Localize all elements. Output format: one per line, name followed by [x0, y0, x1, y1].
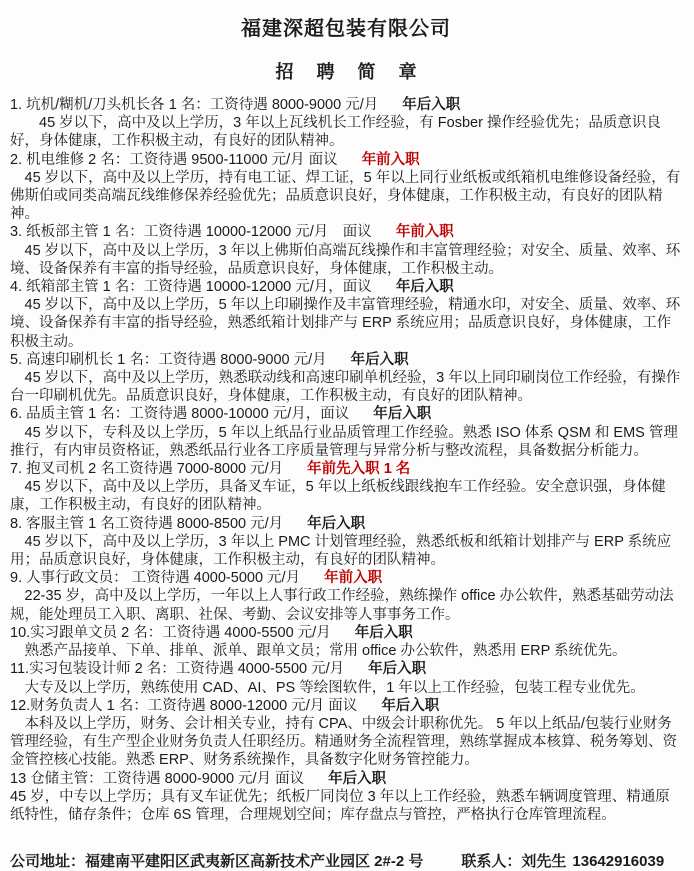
job-status: 年前先入职 1 名 [307, 461, 411, 478]
job-title: 12.财务负责人 1 名：工资待遇 8000-12000 元/月 面议 [10, 697, 358, 714]
job-status: 年后入职 [381, 697, 440, 714]
job-title-line [10, 515, 682, 533]
job-title: 10.实习跟单文员 2 名：工资待遇 4000-5500 元/月 [10, 624, 331, 641]
job-title: 11.实习包装设计师 2 名：工资待遇 4000-5500 元/月 [10, 661, 345, 678]
job-status: 年后入职 [373, 406, 432, 423]
address-label: 公司地址： [10, 853, 86, 871]
job-listing [10, 770, 682, 825]
job-title-line [10, 697, 682, 715]
doc-subtitle: 招 聘 简 章 [275, 62, 426, 82]
job-title: 1. 坑机/糊机/刀头机长各 1 名：工资待遇 8000-9000 元/月 [10, 97, 379, 113]
address-text: 福建南平建阳区武夷新区高新技术产业园区 2#-2 号 [85, 853, 424, 871]
company-title: 福建深超包装有限公司 [241, 18, 451, 40]
job-title-line [10, 223, 682, 241]
job-status: 年前入职 [324, 570, 383, 587]
job-status: 年后入职 [328, 770, 387, 787]
contact-name: 刘先生 [521, 853, 567, 871]
job-title-line [10, 624, 682, 642]
job-title-line [10, 569, 682, 587]
job-listing [10, 460, 682, 515]
job-title-line [10, 660, 682, 678]
job-listing [10, 223, 682, 278]
job-status: 年后入职 [368, 661, 427, 678]
job-listing [10, 405, 682, 460]
job-status: 年后入职 [307, 515, 366, 532]
job-status: 年前入职 [395, 224, 454, 241]
job-title: 6. 品质主管 1 名：工资待遇 8000-10000 元/月，面议 [10, 406, 350, 423]
job-listing [10, 351, 682, 406]
job-description: 45 岁以下，高中及以上学历，熟悉联动线和高速印刷单机经验，3 年以上同印刷岗位工作经验，有操作台一印刷机优先。品质意识良好，身体健康，工作积极主动，有良好的团队精神。 [10, 370, 681, 405]
job-listing [10, 278, 682, 351]
job-status: 年前入职 [361, 151, 420, 168]
job-status: 年后入职 [402, 97, 461, 113]
job-listing [10, 569, 682, 624]
job-listing [10, 660, 682, 696]
job-listing [10, 96, 682, 151]
job-description: 45 岁以下，高中及以上学历，持有电工证、焊工证，5 年以上同行业纸板或纸箱机电维修设备经验，有佛斯伯或同类高端瓦线维修保养经验优先；品质意识良好，身体健康，工作积极主动，有良好的团队精神。 [10, 169, 681, 223]
job-description: 45 岁，中专以上学历；具有叉车证优先；纸板厂同岗位 3 年以上工作经验，熟悉车辆调度管理、精通原纸特性，储存条件；仓库 6S 管理，合理规划空间；库存盘点与管控，严格执行仓库管理流程。 [10, 788, 670, 823]
job-title: 7. 抱叉司机 2 名工资待遇 7000-8000 元/月 [10, 461, 284, 478]
job-listing [10, 624, 682, 660]
job-title-line [10, 460, 682, 478]
job-title-line [10, 96, 682, 114]
job-listing [10, 697, 682, 770]
job-title: 5. 高速印刷机长 1 名：工资待遇 8000-9000 元/月 [10, 351, 327, 368]
job-title: 8. 客服主管 1 名工资待遇 8000-8500 元/月 [10, 515, 284, 532]
job-description: 45 岁以下，专科及以上学历，5 年以上纸品行业品质管理工作经验。熟悉 ISO 体系 QSM 和 EMS 管理推行，有内审员资格证，熟悉纸品行业各工序质量管理与异常分析与整改流程，具备数据分析能力。 [10, 424, 678, 459]
job-title-line [10, 151, 682, 169]
job-title-line [10, 405, 682, 423]
job-title-line [10, 278, 682, 296]
job-description: 45 岁以下，高中及以上学历，3 年以上佛斯伯高端瓦线操作和丰富管理经验；对安全、质量、效率、环境、设备保养有丰富的指导经验，品质意识良好，身体健康，工作积极主动。 [10, 242, 681, 277]
job-description: 22-35 岁，高中及以上学历，一年以上人事行政工作经验，熟练操作 office 办公软件，熟悉基础劳动法规，能处理员工入职、离职、社保、考勤、会议安排等人事事务工作。 [10, 588, 674, 623]
job-title: 2. 机电维修 2 名：工资待遇 9500-11000 元/月 面议 [10, 151, 338, 168]
footer-contact-line [10, 850, 682, 871]
job-status: 年后入职 [395, 279, 454, 296]
job-description: 45 岁以下，高中及以上学历，3 年以上 PMC 计划管理经验，熟悉纸板和纸箱计划排产与 ERP 系统应用；品质意识良好，身体健康，工作积极主动，有良好的团队精神。 [10, 533, 672, 569]
job-title-line [10, 770, 682, 788]
job-title: 4. 纸箱部主管 1 名：工资待遇 10000-12000 元/月，面议 [10, 279, 372, 296]
job-listing [10, 151, 682, 224]
job-status: 年后入职 [350, 351, 409, 368]
contact-label: 联系人： [461, 853, 522, 871]
job-status: 年后入职 [354, 624, 413, 641]
job-title: 9. 人事行政文员： 工资待遇 4000-5000 元/月 [10, 570, 301, 587]
job-description: 本科及以上学历，财务、会计相关专业，持有 CPA、中级会计职称优先。 5 年以上纸品/包装行业财务管理经验，有生产型企业财务负责人任职经历。精通财务全流程管理，熟练掌握成本核算、税务筹划、资金管控核心技能。熟悉 ERP、财务系统操作，具备数字化财务管控能力。 [10, 715, 677, 769]
job-description: 熟悉产品接单、下单、排单、派单、跟单文员；常用 office 办公软件，熟悉用 ERP 系统优先。 [10, 643, 627, 660]
job-listing [10, 515, 682, 570]
job-description: 45 岁以下，高中及以上学历，5 年以上印刷操作及丰富管理经验，精通水印，对安全、质量、效率、环境、设备保养有丰富的指导经验，熟悉纸箱计划排产与 ERP 系统应用；品质意识良好，身体健康，工作积极主动。 [10, 297, 681, 350]
job-description: 45 岁以下，高中及以上学历，3 年以上瓦线机长工作经验，有 Fosber 操作经验优先；品质意识良好，身体健康，工作积极主动，有良好的团队精神。 [10, 115, 661, 150]
job-title: 13 仓储主管：工资待遇 8000-9000 元/月 面议 [10, 770, 305, 787]
job-title: 3. 纸板部主管 1 名：工资待遇 10000-12000 元/月 面议 [10, 224, 372, 241]
jobs-list [10, 96, 682, 824]
job-title-line [10, 351, 682, 369]
job-description: 大专及以上学历，熟练使用 CAD、AI、PS 等绘图软件，1 年以上工作经验，包装工程专业优先。 [10, 679, 645, 696]
contact-phone: 13642916039 [572, 853, 665, 871]
job-description: 45 岁以下，高中及以上学历，具备叉车证，5 年以上纸板线跟线抱车工作经验。安全意识强，身体健康，工作积极主动，有良好的团队精神。 [10, 479, 666, 514]
